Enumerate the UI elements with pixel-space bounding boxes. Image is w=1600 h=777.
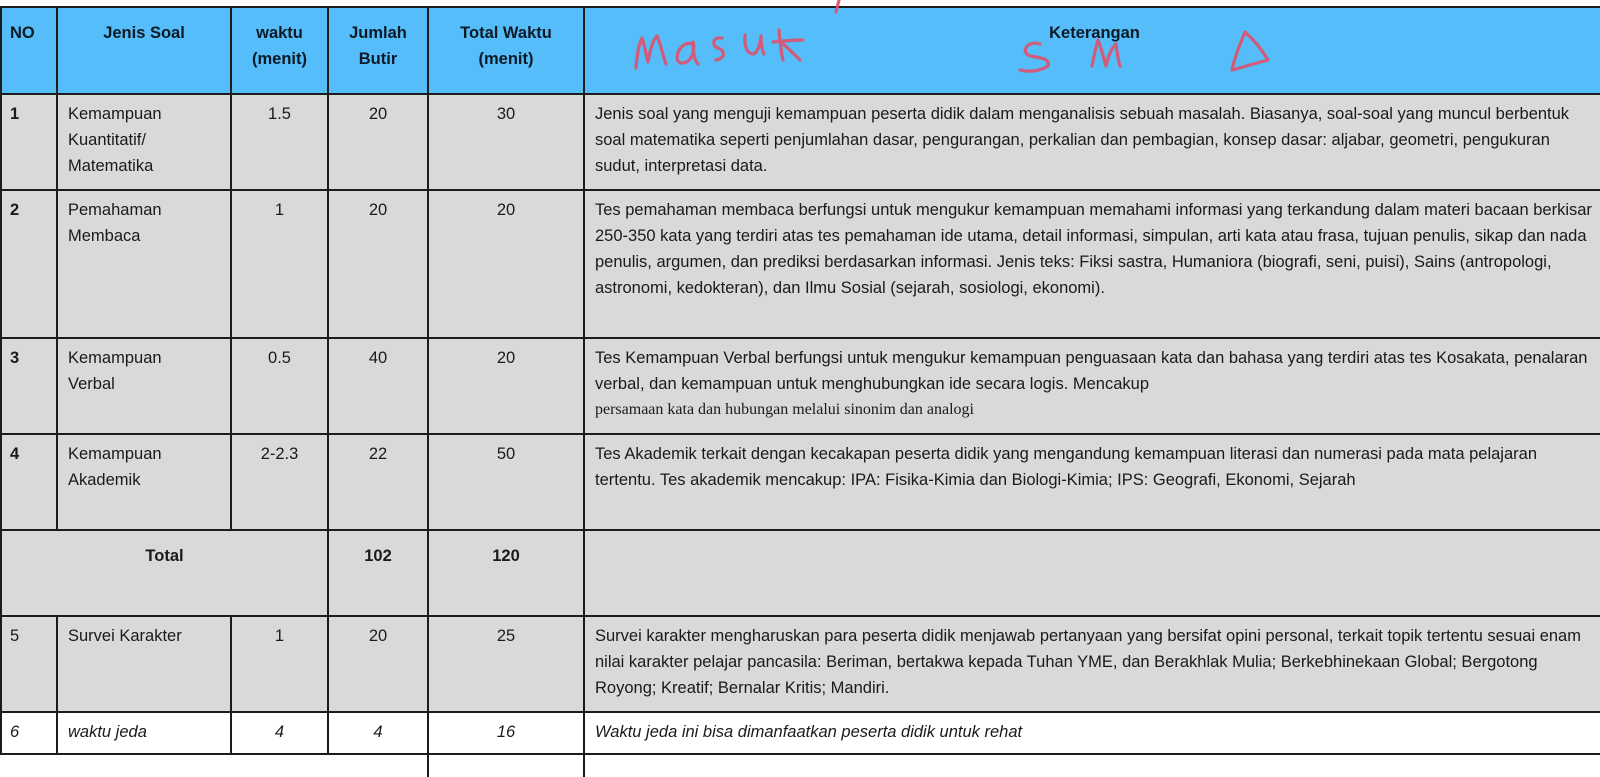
row-no: 1 (1, 94, 57, 190)
blank-cell (1, 754, 428, 777)
keterangan-tail: persamaan kata dan hubungan melalui sinonim dan analogi (595, 401, 974, 418)
jenis-line: Kemampuan (68, 105, 162, 123)
header-jenis-soal: Jenis Soal (57, 7, 231, 94)
jenis-line: Kemampuan (68, 349, 162, 367)
row-jumlah-butir: 20 (328, 190, 428, 338)
row-keterangan: Waktu jeda ini bisa dimanfaatkan peserta didik untuk rehat (584, 712, 1600, 754)
row-jenis-soal: Survei Karakter (57, 616, 231, 712)
jenis-line: Verbal (68, 375, 115, 393)
row-keterangan: Survei karakter mengharuskan para peserta didik menjawab pertanyaan yang bersifat opini personal, terkait topik tertentu sesuai enam nilai karakter pelajar pancasila: Beriman, bertakwa kepada Tuhan YME, dan Berakhlak Mulia; Berkebhinekaan Global; Bergotong Royong; Kreatif; Bernalar Kritis; Mandiri. (584, 616, 1600, 712)
header-waktu (231, 7, 328, 94)
jenis-line: Pemahaman (68, 201, 162, 219)
header-no: NO (1, 7, 57, 94)
total-keterangan-empty (584, 530, 1600, 616)
blank-cell (584, 754, 1600, 777)
header-keterangan: Keterangan (584, 7, 1600, 94)
table-row (1, 434, 1600, 530)
jenis-line: Matematika (68, 157, 154, 175)
jenis-line: Membaca (68, 227, 141, 245)
header-jumlah-butir (328, 7, 428, 94)
row-total-waktu: 16 (428, 712, 584, 754)
row-jenis-soal (57, 190, 231, 338)
row-total-waktu: 25 (428, 616, 584, 712)
row-keterangan: Tes pemahaman membaca berfungsi untuk mengukur kemampuan memahami informasi yang terkandung dalam materi bacaan berkisar 250-350 kata yang terdiri atas tes pemahaman ide utama, detail informasi, simpulan, arti kata atau frasa, tujuan penulis, sikap dan nada penulis, argumen, dan prediksi berdasarkan informasi. Jenis teks: Fiksi sastra, Humaniora (biografi, seni, puisi), Sains (antropologi, astronomi, kedokteran), dan Ilmu Sosial (sejarah, sosiologi, ekonomi). (584, 190, 1600, 338)
table-row (1, 94, 1600, 190)
table-row (1, 712, 1600, 754)
table-row (1, 616, 1600, 712)
row-no: 4 (1, 434, 57, 530)
row-total-waktu: 20 (428, 338, 584, 434)
jenis-line: Akademik (68, 471, 141, 489)
jenis-line: Kemampuan (68, 445, 162, 463)
row-jumlah-butir: 40 (328, 338, 428, 434)
row-keterangan: Jenis soal yang menguji kemampuan peserta didik dalam menganalisis sebuah masalah. Biasanya, soal-soal yang muncul berbentuk soal matematika seperti penjumlahan dasar, pengurangan, perkalian dan pembagian, konsep dasar: aljabar, geometri, pengukuran sudut, interpretasi data. (584, 94, 1600, 190)
header-waktu-line1: waktu (256, 24, 303, 42)
row-waktu: 2-2.3 (231, 434, 328, 530)
header-total-line2: (menit) (478, 50, 534, 68)
row-no: 5 (1, 616, 57, 712)
row-waktu: 1.5 (231, 94, 328, 190)
row-no: 2 (1, 190, 57, 338)
total-waktu: 120 (428, 530, 584, 616)
row-no: 6 (1, 712, 57, 754)
row-no: 3 (1, 338, 57, 434)
blank-cell (428, 754, 584, 777)
keterangan-main: Tes Kemampuan Verbal berfungsi untuk mengukur kemampuan penguasaan kata dan bahasa yang terdiri atas tes Kosakata, penalaran verbal, dan kemampuan untuk menghubungkan ide secara logis. Mencakup (595, 349, 1588, 393)
row-jumlah-butir: 20 (328, 616, 428, 712)
row-jenis-soal (57, 434, 231, 530)
row-jenis-soal (57, 94, 231, 190)
header-waktu-line2: (menit) (252, 50, 307, 68)
row-jumlah-butir: 20 (328, 94, 428, 190)
row-jenis-soal (57, 338, 231, 434)
header-jumlah-line2: Butir (358, 50, 398, 68)
table-row-partial (1, 754, 1600, 777)
row-total-waktu: 50 (428, 434, 584, 530)
header-total-line1: Total Waktu (460, 24, 552, 42)
row-keterangan (584, 338, 1600, 434)
row-jenis-soal: waktu jeda (57, 712, 231, 754)
table-row (1, 190, 1600, 338)
total-row (1, 530, 1600, 616)
row-waktu: 1 (231, 616, 328, 712)
header-total-waktu (428, 7, 584, 94)
total-label: Total (1, 530, 328, 616)
header-jumlah-line1: Jumlah (349, 24, 407, 42)
row-jumlah-butir: 4 (328, 712, 428, 754)
table-row (1, 338, 1600, 434)
row-total-waktu: 20 (428, 190, 584, 338)
row-waktu: 1 (231, 190, 328, 338)
row-keterangan: Tes Akademik terkait dengan kecakapan peserta didik yang mengandung kemampuan literasi dan numerasi pada mata pelajaran tertentu. Tes akademik mencakup: IPA: Fisika-Kimia dan Biologi-Kimia; IPS: Geografi, Ekonomi, Sejarah (584, 434, 1600, 530)
row-total-waktu: 30 (428, 94, 584, 190)
header-row (1, 7, 1600, 94)
total-jumlah-butir: 102 (328, 530, 428, 616)
row-jumlah-butir: 22 (328, 434, 428, 530)
row-waktu: 4 (231, 712, 328, 754)
exam-structure-table (0, 6, 1600, 777)
row-waktu: 0.5 (231, 338, 328, 434)
jenis-line: Kuantitatif/ (68, 131, 146, 149)
